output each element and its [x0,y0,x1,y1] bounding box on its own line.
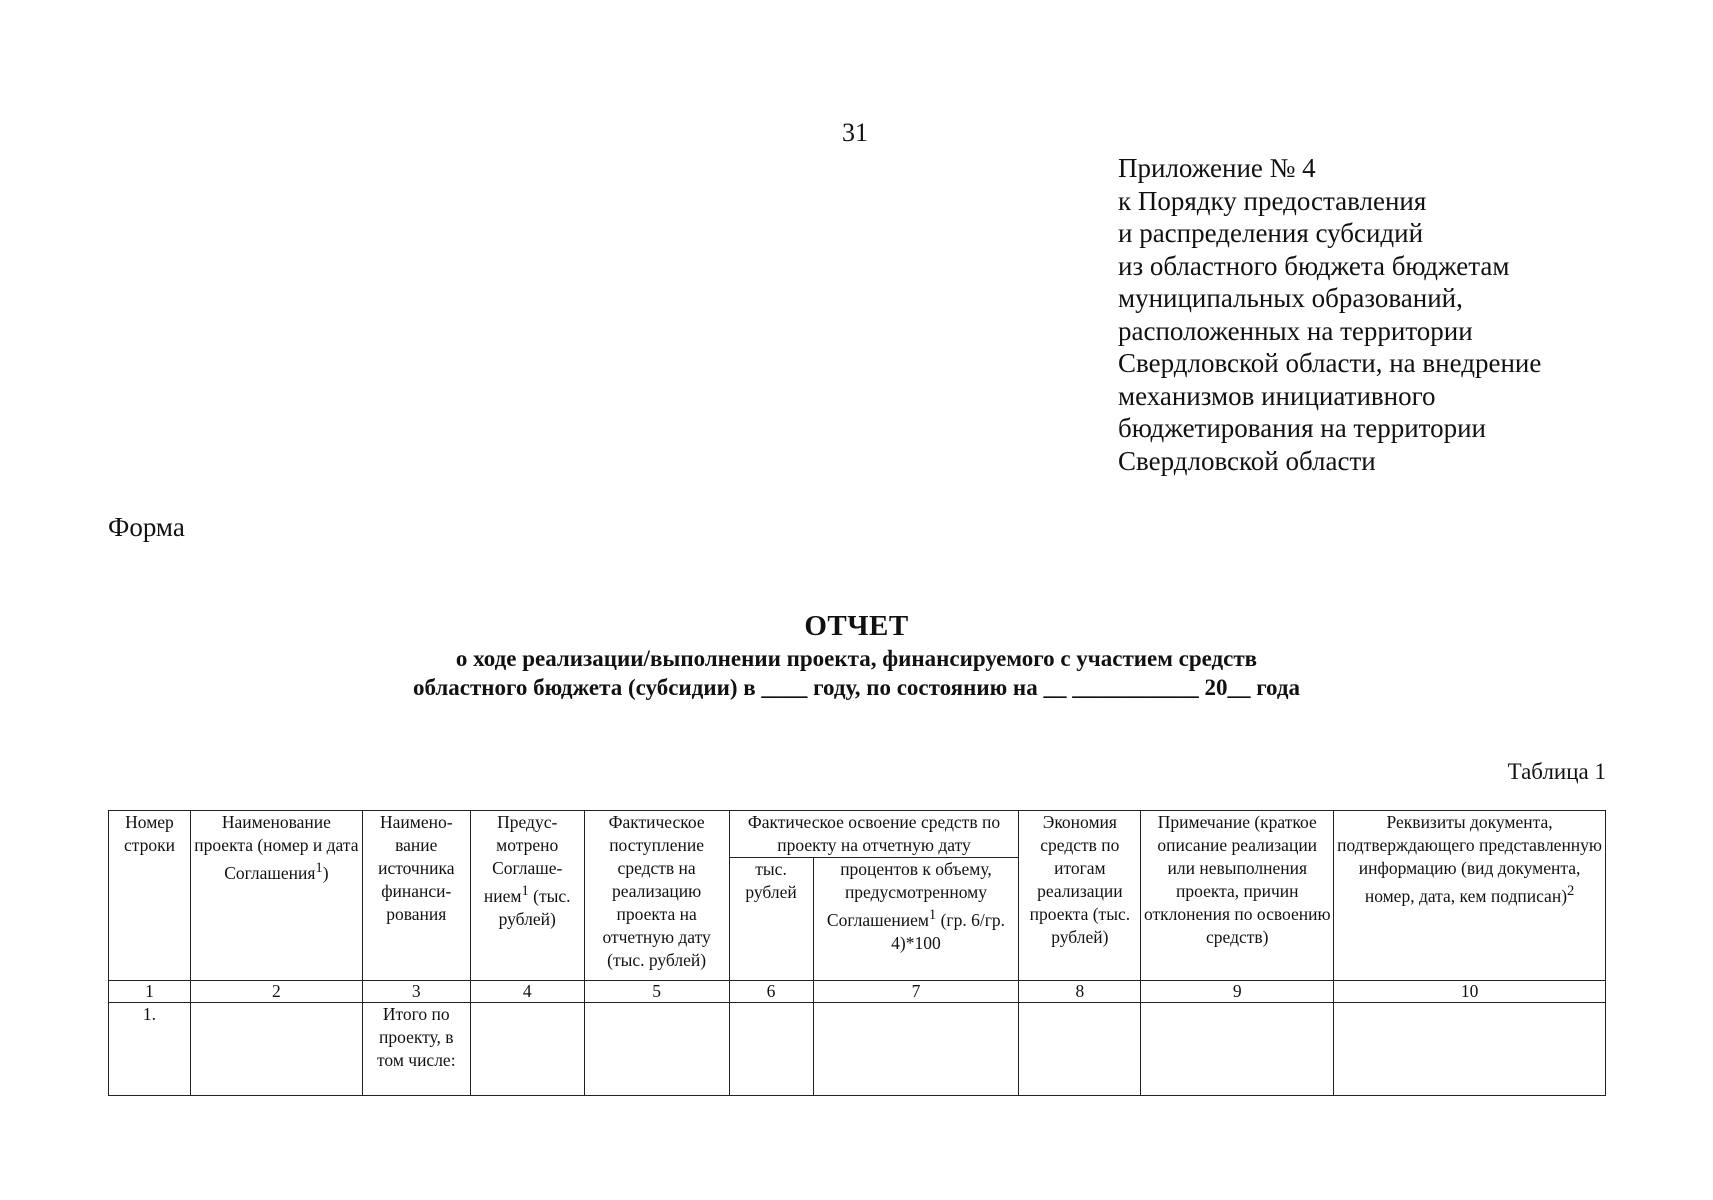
table-label: Таблица 1 [1507,759,1606,784]
header-percent-of-volume: процентов к объему, предусмотренному Соглашением$^1$ (гр. 6/гр. 4)*100 [813,858,1019,981]
header-note: Примечание (краткое описание реализации или невыполнения проекта, причин отклонения по освоению средств) [1141,811,1334,981]
table-row [109,1003,1606,1096]
column-number: 10 [1334,981,1606,1003]
appendix-line: из областного бюджета бюджетам [1118,250,1510,281]
header-actual-use-group: Фактическое освоение средств по проекту на отчетную дату [729,811,1019,858]
appendix-line: механизмов инициативного [1118,380,1436,411]
report-subtitle-line: о ходе реализации/выполнении проекта, финансируемого с участием средств [455,646,1258,671]
column-number: 3 [362,981,470,1003]
appendix-line: Приложение № 4 [1118,153,1316,183]
header-savings: Экономия средств по итогам реализации проекта (тыс. рублей) [1019,811,1141,981]
appendix-line: к Порядку предоставления [1118,185,1427,216]
appendix-line: и распределения субсидий [1118,218,1424,248]
table-cell: 1. [109,1003,191,1096]
report-subtitle-line: областного бюджета (субсидии) в ____ году, по состоянию на __ ___________ 20__ года [412,675,1301,700]
header-thousand-rubles: тыс. рублей [729,858,813,981]
appendix-heading [1118,152,1678,477]
table-cell [1141,1003,1334,1096]
form-label: Форма [108,512,185,542]
column-number: 1 [109,981,191,1003]
column-number: 8 [1019,981,1141,1003]
table-cell [470,1003,584,1096]
table-cell [1019,1003,1141,1096]
table-cell [190,1003,362,1096]
appendix-line: Свердловской области, на внедрение [1118,348,1542,378]
column-number: 7 [813,981,1019,1003]
header-planned-by-agreement: Предус-мотрено Соглаше-нием$^1$ (тыс. рублей) [470,811,584,981]
table-cell: Итого по проекту, в том числе: [362,1003,470,1096]
column-number: 2 [190,981,362,1003]
table-cell [813,1003,1019,1096]
column-number: 6 [729,981,813,1003]
table-cell [584,1003,729,1096]
header-funding-source: Наимено-вание источника финанси-рования [362,811,470,981]
appendix-line: муниципальных образований, [1118,283,1463,313]
column-number-row [109,981,1606,1003]
header-actual-receipt: Фактическое поступление средств на реализацию проекта на отчетную дату (тыс. рублей) [584,811,729,981]
column-number: 4 [470,981,584,1003]
report-title: ОТЧЕТ [804,610,909,642]
report-table [108,810,1606,1096]
header-row-number: Номер строки [109,811,191,981]
appendix-line: расположенных на территории [1118,315,1473,346]
page-number: 31 [842,118,868,147]
table-cell [729,1003,813,1096]
column-number: 5 [584,981,729,1003]
column-number: 9 [1141,981,1334,1003]
table-cell [1334,1003,1606,1096]
report-subtitle [0,644,1713,702]
header-document-details: Реквизиты документа, подтверждающего представленную информацию (вид документа, номер, дата, кем подписан)$^2$ [1334,811,1606,981]
header-project-name: Наименование проекта (номер и дата Соглашения$^1$) [190,811,362,981]
appendix-line: бюджетирования на территории [1118,413,1487,443]
table-header-row [109,811,1606,858]
appendix-line: Свердловской области [1118,445,1376,476]
